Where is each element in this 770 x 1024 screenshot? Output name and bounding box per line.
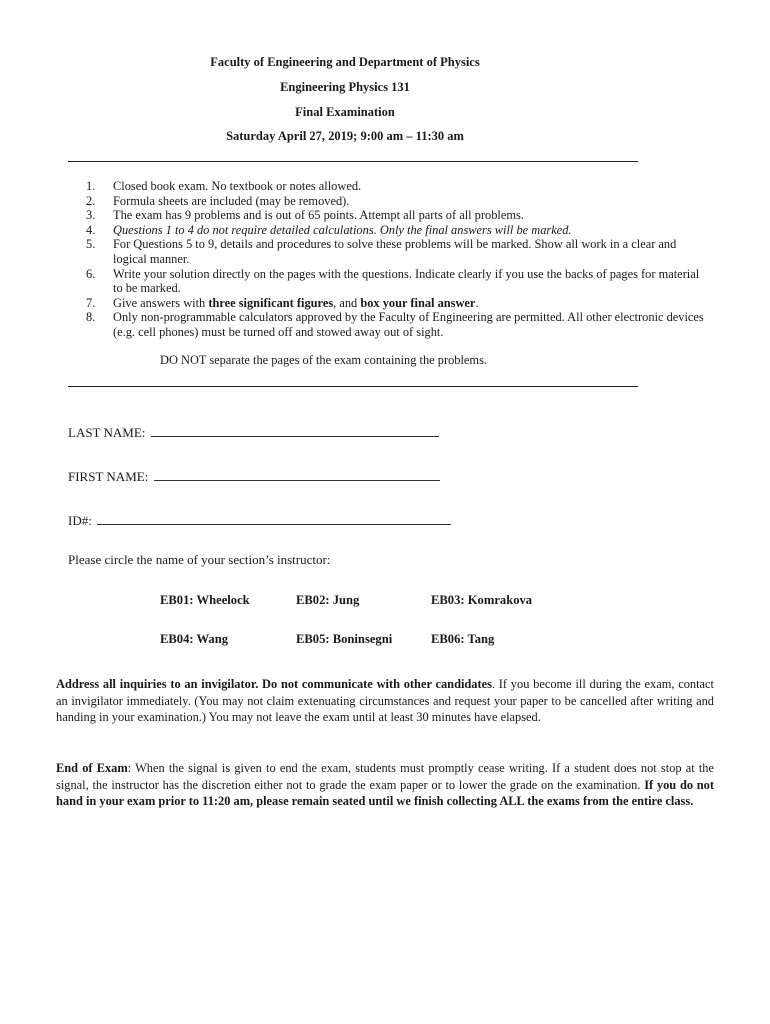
faculty-heading: Faculty of Engineering and Department of Physics bbox=[210, 55, 480, 69]
top-divider bbox=[68, 161, 638, 162]
bottom-divider bbox=[68, 386, 638, 387]
end-of-exam-emphasis: If you do not hand in your exam prior to 11:20 am, please remain seated until we finish collecting ALL the exams from the entire class. bbox=[56, 777, 714, 809]
end-of-exam-paragraph bbox=[56, 760, 714, 810]
course-heading: Engineering Physics 131 bbox=[280, 80, 410, 94]
instruction-emphasis: box your final answer bbox=[360, 295, 476, 310]
do-not-separate-note: DO NOT separate the pages of the exam containing the problems. bbox=[160, 353, 487, 367]
last-name-field bbox=[68, 423, 439, 441]
instruction-item bbox=[86, 179, 706, 194]
instruction-text-pre: Give answers with bbox=[113, 295, 209, 310]
last-name-label: LAST NAME: bbox=[68, 425, 146, 440]
instruction-text: Formula sheets are included (may be removed). bbox=[113, 193, 350, 208]
instruction-number: 3. bbox=[86, 208, 96, 223]
inquiries-text: . If you become ill during the exam, contact an invigilator immediately. (You may not claim extenuating circumstances and request your paper to be cancelled after writing and handing in your examination.) You may not leave the exam until at least 30 minutes have elapsed. bbox=[56, 677, 714, 725]
id-blank[interactable] bbox=[97, 511, 451, 525]
instructor-eb03[interactable]: EB03: Komrakova bbox=[431, 593, 533, 607]
instructor-eb04[interactable]: EB04: Wang bbox=[160, 632, 229, 646]
instruction-number: 2. bbox=[86, 193, 96, 208]
end-of-exam-heading: End of Exam bbox=[56, 761, 128, 775]
instructor-eb02[interactable]: EB02: Jung bbox=[296, 593, 360, 607]
inquiries-emphasis: Address all inquiries to an invigilator. Do not communicate with other candidates bbox=[56, 677, 492, 691]
inquiries-paragraph bbox=[56, 676, 714, 726]
id-label: ID#: bbox=[68, 513, 92, 528]
instruction-text: Questions 1 to 4 do not require detailed calculations. Only the final answers will be marked. bbox=[113, 222, 572, 237]
instruction-number: 7. bbox=[86, 295, 96, 310]
instruction-number: 4. bbox=[86, 222, 96, 237]
instruction-item bbox=[86, 223, 706, 238]
first-name-field bbox=[68, 467, 440, 485]
instruction-number: 6. bbox=[86, 266, 96, 281]
instruction-item bbox=[86, 237, 706, 266]
instruction-text: Closed book exam. No textbook or notes allowed. bbox=[113, 179, 362, 193]
instruction-text: Write your solution directly on the pages with the questions. Indicate clearly if you use the backs of pages for material to be marked. bbox=[113, 266, 700, 296]
instruction-text-mid: , and bbox=[333, 295, 361, 310]
instruction-item bbox=[86, 267, 706, 296]
instruction-item bbox=[86, 208, 706, 223]
instruction-item bbox=[86, 296, 706, 311]
instruction-text: For Questions 5 to 9, details and procedures to solve these problems will be marked. Show all work in a clear and logical manner. bbox=[113, 237, 677, 266]
first-name-label: FIRST NAME: bbox=[68, 469, 149, 484]
instruction-item bbox=[86, 310, 706, 339]
first-name-blank[interactable] bbox=[154, 467, 440, 481]
instruction-number: 8. bbox=[86, 310, 96, 325]
instruction-text-post: . bbox=[475, 295, 479, 310]
instruction-item bbox=[86, 194, 706, 209]
instruction-text: The exam has 9 problems and is out of 65 points. Attempt all parts of all problems. bbox=[113, 208, 524, 223]
instruction-list bbox=[86, 179, 706, 340]
instructor-eb01[interactable]: EB01: Wheelock bbox=[160, 593, 250, 607]
last-name-blank[interactable] bbox=[151, 423, 439, 437]
section-prompt: Please circle the name of your section’s instructor: bbox=[68, 552, 331, 567]
instruction-number: 1. bbox=[86, 179, 96, 193]
id-field bbox=[68, 511, 451, 529]
instructor-eb06[interactable]: EB06: Tang bbox=[431, 632, 495, 646]
end-of-exam-text: : When the signal is given to end the exam, students must promptly cease writing. If a student does not stop at the signal, the instructor has the discretion either not to grade the exam paper or to lower the grade on the examination. bbox=[56, 761, 714, 792]
instruction-number: 5. bbox=[86, 237, 96, 252]
instruction-emphasis: three significant figures bbox=[208, 295, 334, 310]
instructor-eb05[interactable]: EB05: Boninsegni bbox=[296, 632, 393, 646]
instruction-text: Only non-programmable calculators approved by the Faculty of Engineering are permitted. All other electronic devices (e.g. cell phones) must be turned off and stowed away out of sight. bbox=[113, 310, 704, 339]
exam-type-heading: Final Examination bbox=[295, 105, 395, 119]
exam-date-heading: Saturday April 27, 2019; 9:00 am – 11:30 am bbox=[226, 129, 464, 143]
